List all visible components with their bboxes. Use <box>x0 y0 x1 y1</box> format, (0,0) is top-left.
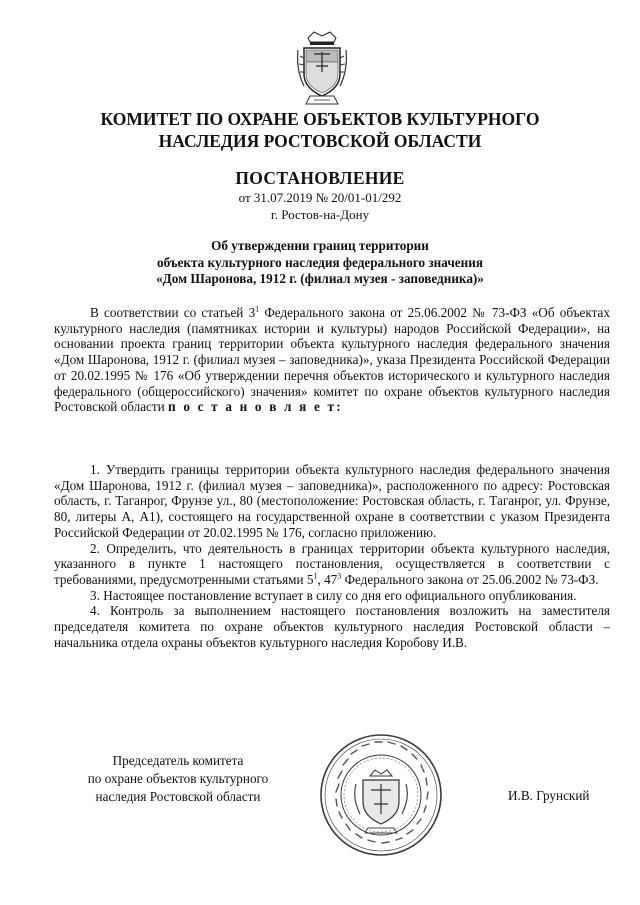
decree-item-4: 4. Контроль за выполнением настоящего постановления возложить на заместителя председателя комитета по охране объектов культурного наследия Ростовской области – начальника отдела охраны объектов культурного наследия Коробову И.В. <box>54 603 610 650</box>
preamble-text-2: Федерального закона от 25.06.2002 № 73-ФЗ «Об объектах культурного наследия (памятниках истории и культуры) народов Российской Федерации», на основании проекта границ территории объекта культурного наследия федерального значения «Дом Шаронова, 1912 г. (филиал музея – заповедника)», указа Президента Российской Федерации от 20.02.1995 № 176 «Об утверждении перечня объектов исторического и культурного наследия федерального (общероссийского) значения» комитет по охране объектов культурного наследия Ростовской области <box>54 305 610 415</box>
document-subject <box>60 238 580 288</box>
decree-items <box>54 462 610 650</box>
preamble-paragraph <box>54 305 610 415</box>
rostov-coat-of-arms-icon <box>294 30 350 108</box>
position-line-2: по охране объектов культурного <box>87 771 269 786</box>
item-2-text-c: Федерального закона от 25.06.2002 № 73-ФЗ. <box>341 571 599 587</box>
item-2-superscript-1: 1 <box>313 571 318 581</box>
subject-line-2: объекта культурного наследия федерального значения <box>157 254 483 270</box>
position-line-3: наследия Ростовской области <box>95 789 261 804</box>
committee-line-1: КОМИТЕТ ПО ОХРАНЕ ОБЪЕКТОВ КУЛЬТУРНОГО <box>100 109 540 129</box>
item-2-superscript-2: 3 <box>337 571 342 581</box>
document-date-number: от 31.07.2019 № 20/01-01/292 <box>238 190 402 205</box>
decree-item-2 <box>54 541 610 588</box>
preamble-text-1: В соответствии со статьей 3 <box>90 305 256 320</box>
item-2-text-a: 2. Определить, что деятельность в границах территории объекта культурного наследия, указанного в пункте 1 настоящего постановления, осуществляется в соответствии с требованиями, предусмотренными статьями 5 <box>54 540 610 587</box>
preamble-superscript: 1 <box>255 304 260 314</box>
signatory-position <box>78 752 278 806</box>
item-2-text-b: , 47 <box>317 571 338 587</box>
decree-item-3: 3. Настоящее постановление вступает в силу со дня его официального опубликования. <box>90 587 577 603</box>
official-round-seal-icon <box>318 732 444 858</box>
subject-line-1: Об утверждении границ территории <box>211 238 429 253</box>
document-meta <box>40 189 600 223</box>
subject-line-3: «Дом Шаронова, 1912 г. (филиал музея - заповедника)» <box>156 271 484 286</box>
position-line-1: Председатель комитета <box>112 753 244 768</box>
committee-name <box>40 108 600 152</box>
signatory-name: И.В. Грунский <box>508 788 590 803</box>
document-type: ПОСТАНОВЛЕНИЕ <box>235 168 405 188</box>
decree-item-1: 1. Утвердить границы территории объекта культурного наследия федерального значения «Дом Шаронова, 1912 г. (филиал музея – заповедника)», расположенного по адресу: Ростовская область, г. Таганрог, Фрунзе ул., 80 (местоположение: Ростовская область, г. Таганрог, ул. Фрунзе, 80, литеры А, А1), состоящего на государственной охране в соответствии с указом Президента Российской Федерации от 20.02.1995 № 176, согласно приложению. <box>54 462 610 540</box>
committee-line-2: НАСЛЕДИЯ РОСТОВСКОЙ ОБЛАСТИ <box>158 131 482 151</box>
document-place: г. Ростов-на-Дону <box>270 207 370 222</box>
decides-word: п о с т а н о в л я е т: <box>168 399 343 415</box>
